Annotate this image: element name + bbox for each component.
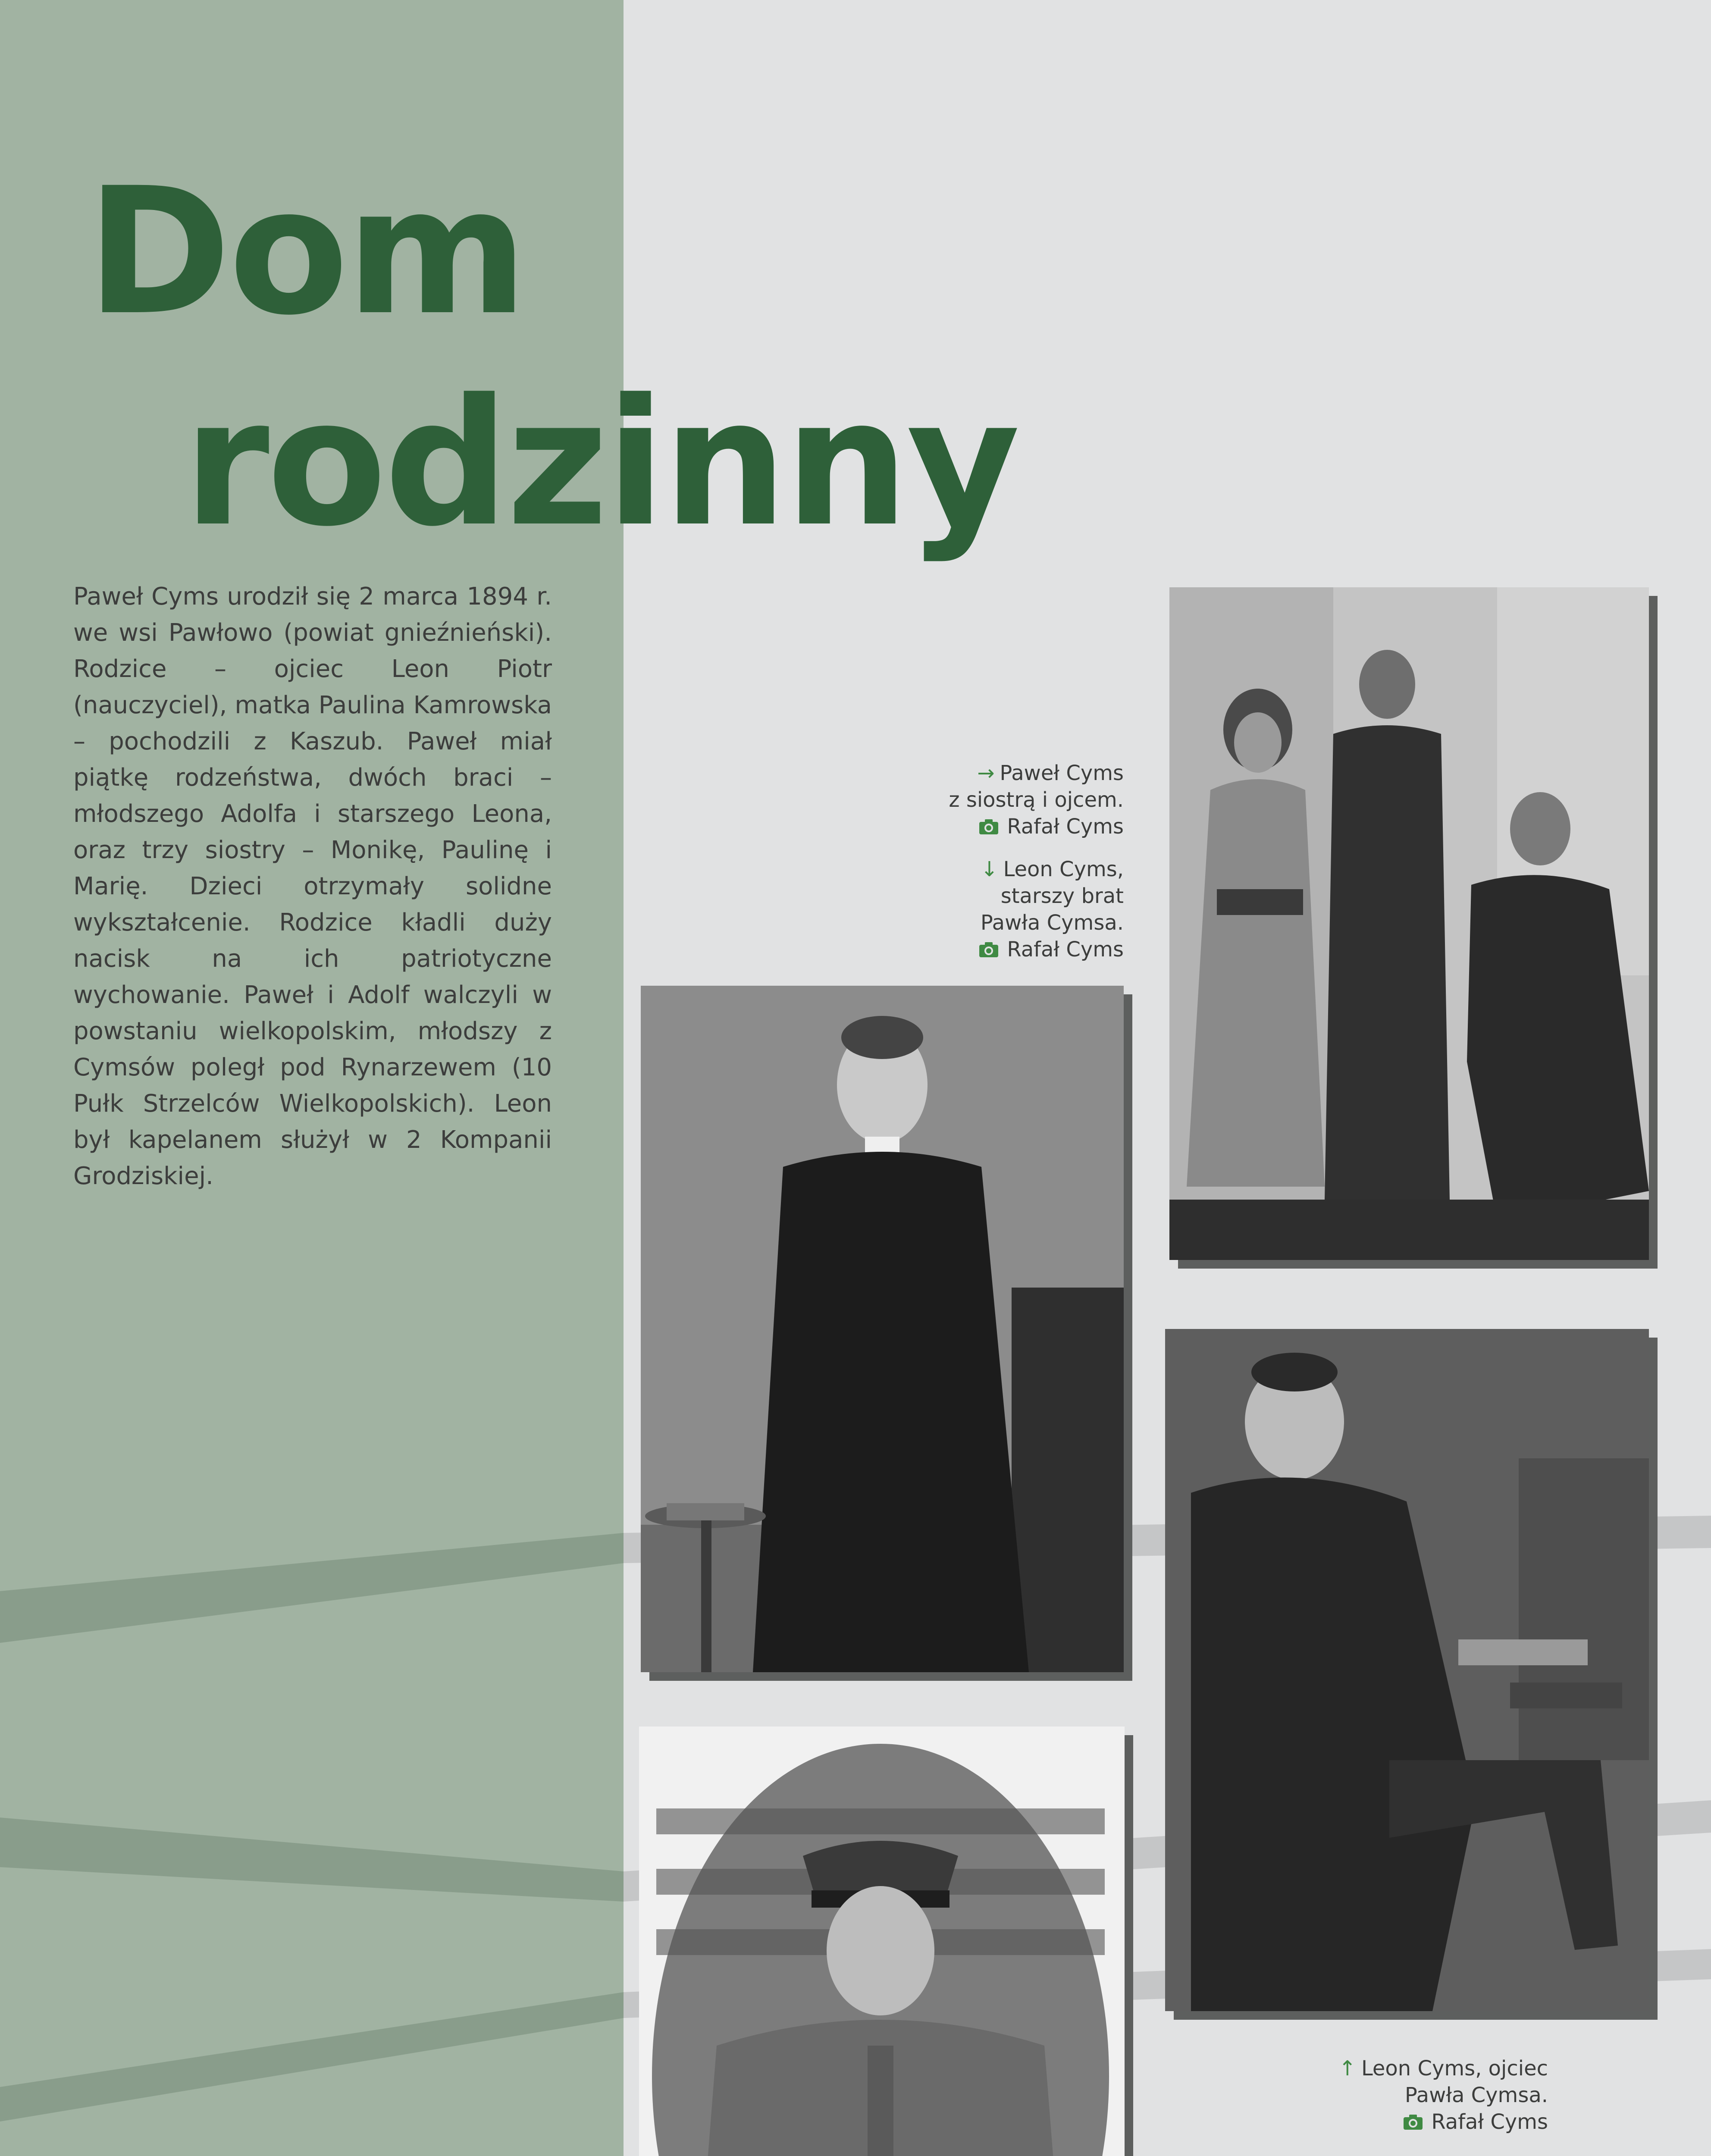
caption-leon-brother	[978, 856, 1124, 963]
arrow-down-icon: ↓	[981, 857, 998, 881]
caption-line: Paweł Cyms	[1000, 761, 1124, 785]
title-line-2: rodzinny	[183, 361, 1018, 565]
arrow-right-icon: →	[977, 761, 995, 785]
photo-soldier-adolf	[639, 1727, 1125, 2156]
photo-credit: Rafał Cyms	[1007, 815, 1124, 839]
camera-icon	[978, 818, 999, 835]
photo-seated-father	[1165, 1329, 1649, 2011]
caption-line: z siostrą i ojcem.	[949, 788, 1124, 812]
camera-icon	[978, 941, 999, 958]
caption-line: Leon Cyms,	[1003, 857, 1124, 881]
photo-family	[1169, 587, 1649, 1260]
photo-priest	[641, 986, 1124, 1672]
photo-credit: Rafał Cyms	[1431, 2110, 1548, 2134]
arrow-up-icon: ↑	[1338, 2056, 1356, 2081]
photo-credit: Rafał Cyms	[1007, 937, 1124, 962]
camera-icon	[1403, 2113, 1423, 2131]
caption-line: Pawła Cymsa.	[1404, 2083, 1548, 2107]
intro-paragraph: Paweł Cyms urodził się 2 marca 1894 r. we wsi Pawłowo (powiat gnieźnieński). Rodzice – ojciec Leon Piotr (nauczyciel), matka Paulina Kamrowska – pochodzili z Kaszub. Paweł miał piątkę rodzeństwa, dwóch braci – młodszego Adolfa i starszego Leona, oraz trzy siostry – Monikę, Paulinę i Marię. Dzieci otrzymały solidne wykształcenie. Rodzice kładli duży nacisk na ich patriotyczne wychowanie. Paweł i Adolf walczyli w powstaniu wielkopolskim, młodszy z Cymsów poległ pod Rynarzewem (10 Pułk Strzelców Wielkopolskich). Leon był kapelanem służył w 2 Kompanii Grodziskiej.	[73, 583, 552, 1190]
caption-father	[1339, 2055, 1548, 2135]
title-line-1: Dom	[86, 150, 526, 354]
caption-line: Pawła Cymsa.	[980, 911, 1124, 935]
caption-family	[949, 760, 1124, 840]
caption-line: Leon Cyms, ojciec	[1361, 2056, 1548, 2081]
caption-line: starszy brat	[1000, 884, 1124, 908]
